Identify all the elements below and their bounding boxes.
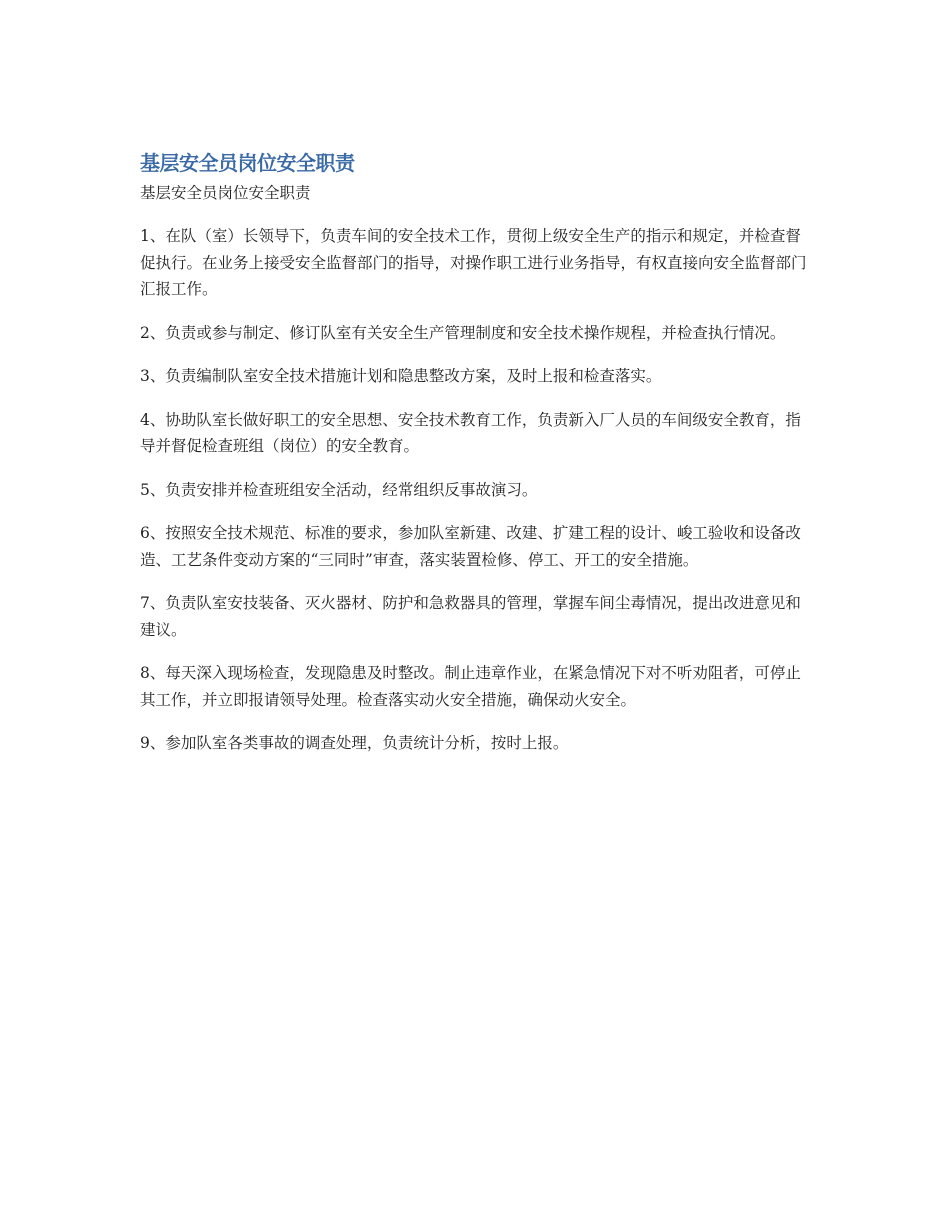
duty-item-2: 2、负责或参与制定、修订队室有关安全生产管理制度和安全技术操作规程，并检查执行情况。	[140, 323, 786, 342]
document-body	[140, 148, 812, 757]
duty-item-7: 7、负责队室安技装备、灭火器材、防护和急救器具的管理，掌握车间尘毒情况，提出改进意见和建议。	[140, 594, 801, 639]
page-subtitle: 基层安全员岗位安全职责	[140, 184, 311, 202]
duty-item-3: 3、负责编制队室安全技术措施计划和隐患整改方案，及时上报和检查落实。	[140, 367, 662, 385]
duty-item-9: 9、参加队室各类事故的调查处理，负责统计分析，按时上报。	[140, 734, 569, 752]
duty-item-1: 1、在队（室）长领导下，负责车间的安全技术工作，贯彻上级安全生产的指示和规定，并检查督促执行。在业务上接受安全监督部门的指导，对操作职工进行业务指导，有权直接向安全监督部门汇报工作。	[140, 227, 807, 298]
duty-item-5: 5、负责安排并检查班组安全活动，经常组织反事故演习。	[140, 480, 538, 499]
page-title: 基层安全员岗位安全职责	[140, 151, 355, 175]
duty-item-6: 6、按照安全技术规范、标准的要求，参加队室新建、改建、扩建工程的设计、峻工验收和设备改造、工艺条件变动方案的“三同时”审查，落实装置检修、停工、开工的安全措施。	[140, 524, 801, 569]
duty-item-8: 8、每天深入现场检查，发现隐患及时整改。制止违章作业，在紧急情况下对不听劝阻者，可停止其工作，并立即报请领导处理。检查落实动火安全措施，确保动火安全。	[140, 664, 801, 709]
duty-item-4: 4、协助队室长做好职工的安全思想、安全技术教育工作，负责新入厂人员的车间级安全教育，指导并督促检查班组（岗位）的安全教育。	[140, 410, 801, 455]
